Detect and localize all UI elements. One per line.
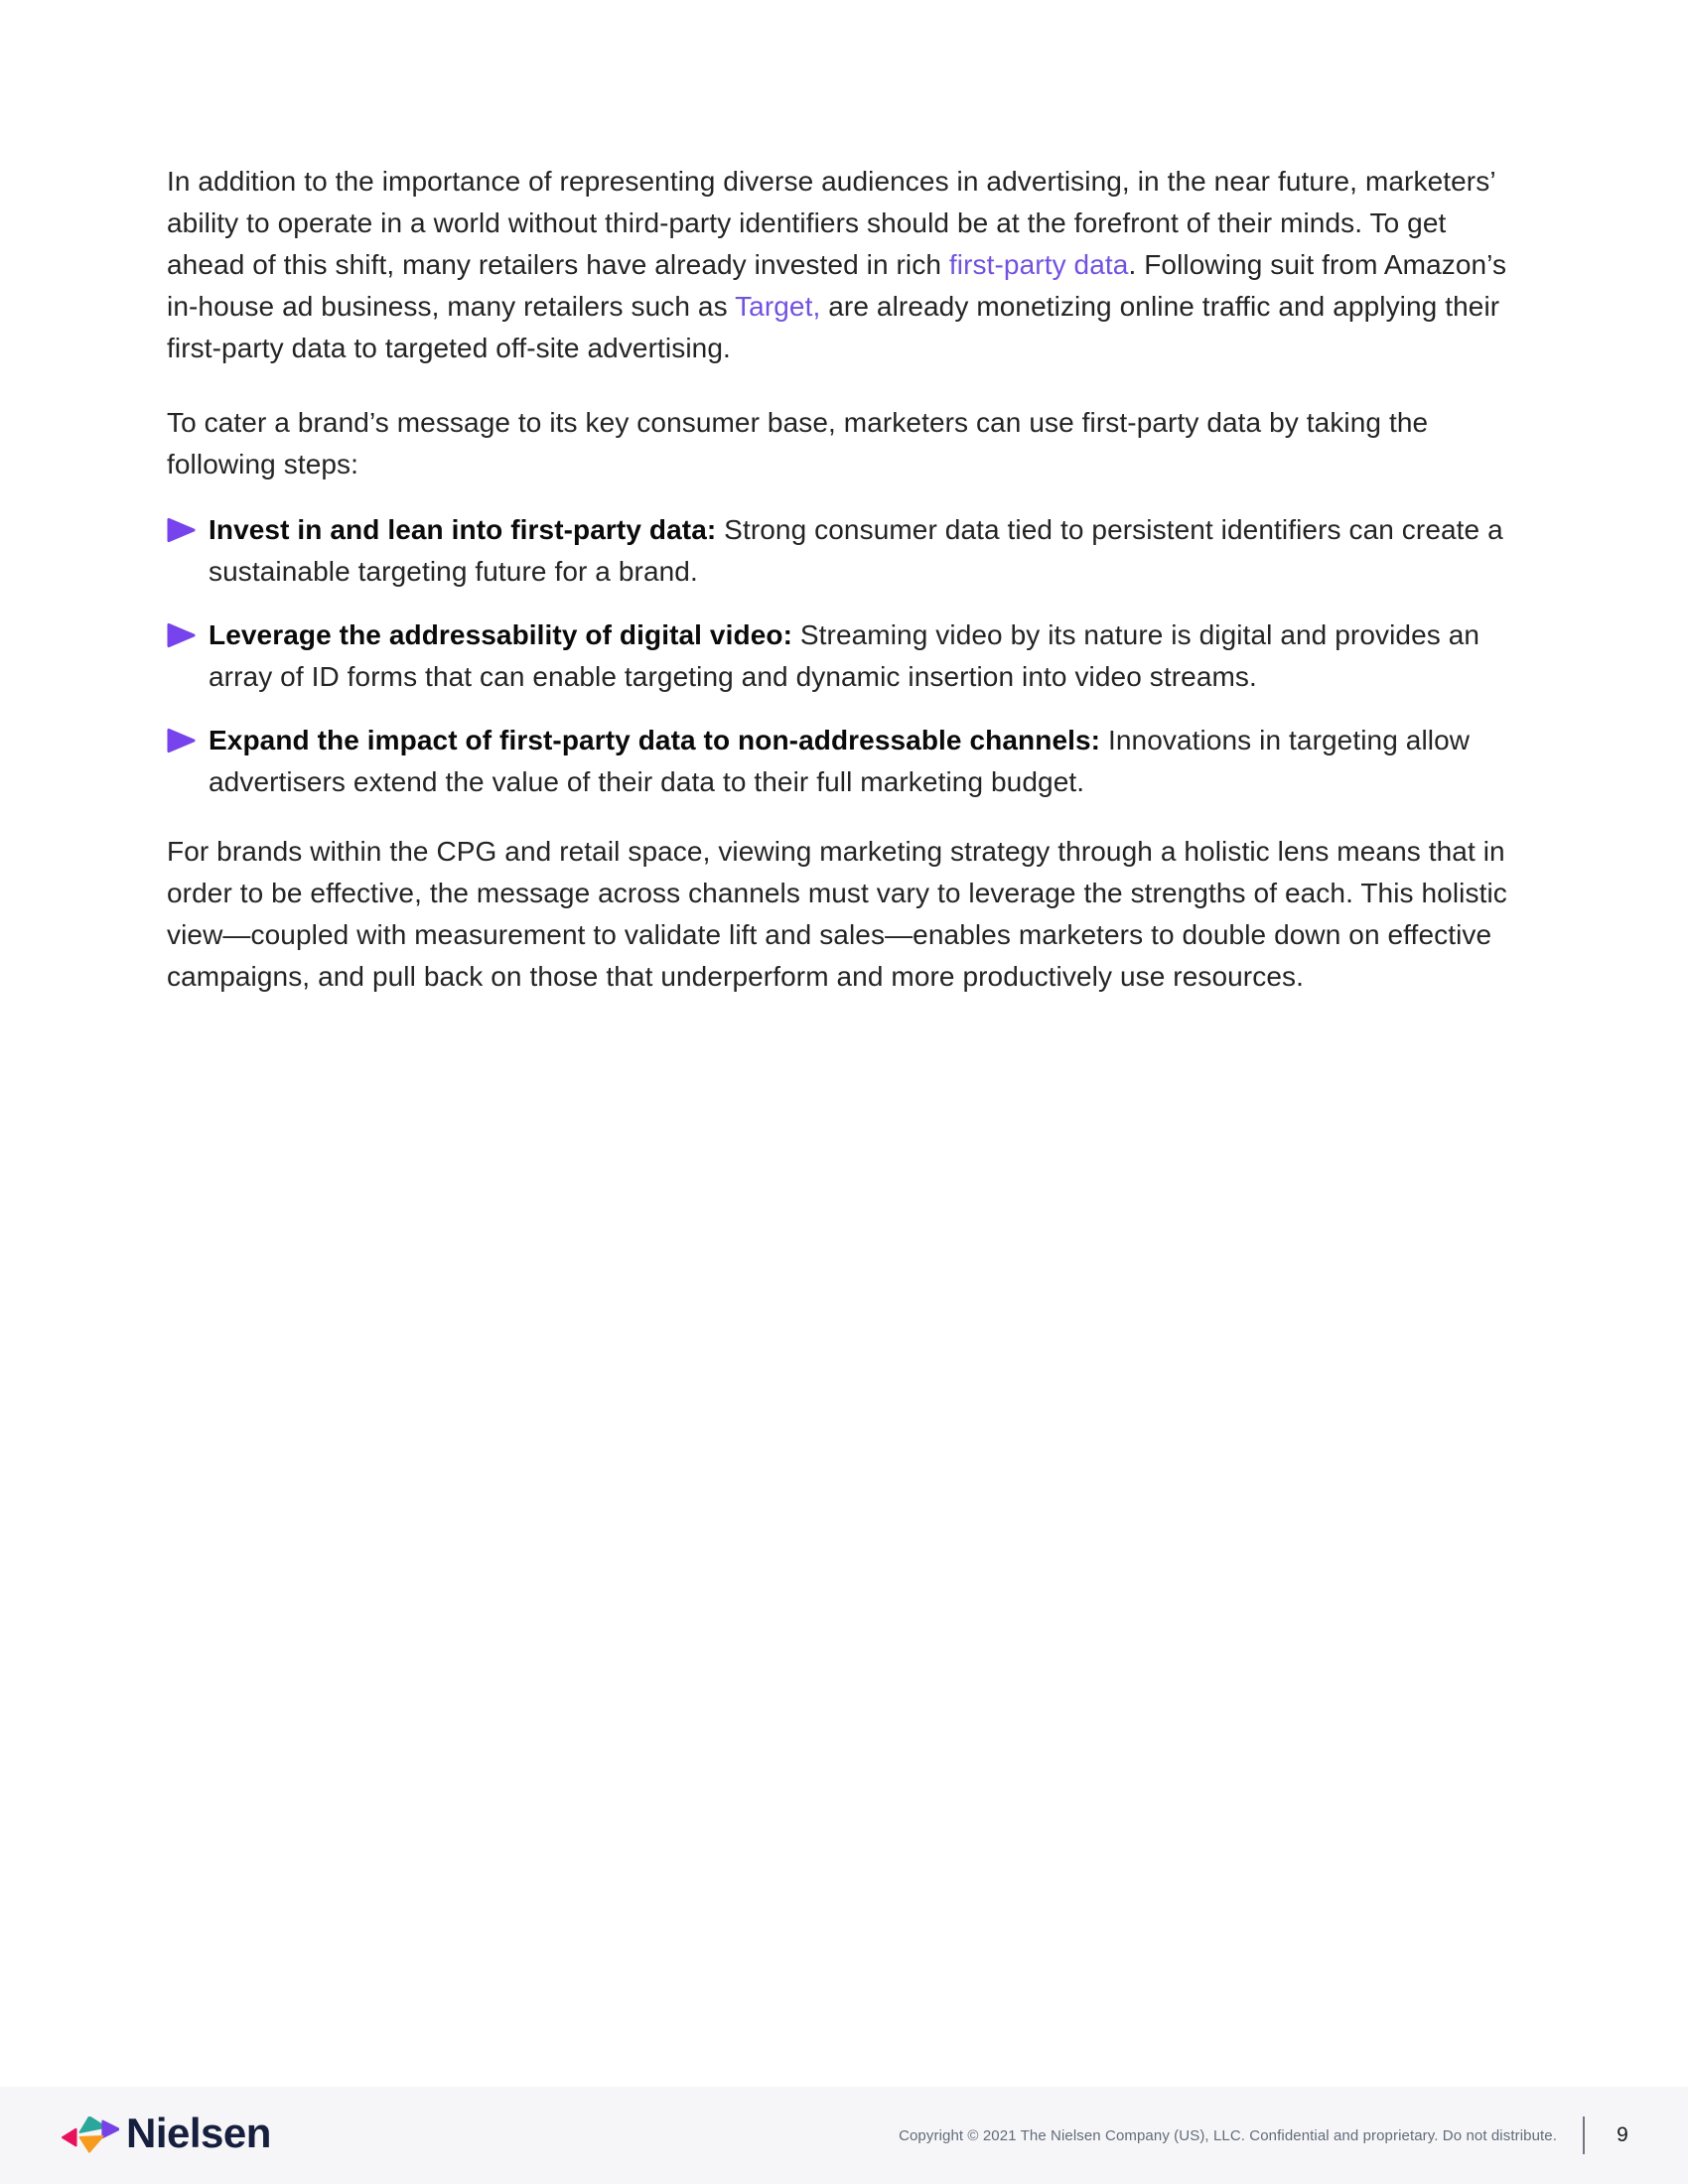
page-footer [0,2087,1688,2184]
bullet-body-invest: Strong consumer data tied to persistent identifiers can create a sustainable targeting future for a brand. [209,514,1503,587]
bullet-item-expand [167,720,1523,803]
nielsen-wordmark: Nielsen [126,2110,271,2156]
target-link[interactable]: Target, [735,291,821,322]
footer-meta [899,2116,1630,2154]
bullet-text [209,614,1523,698]
nielsen-logo-icon [62,2116,119,2154]
bullet-item-invest [167,509,1523,593]
bullet-body-leverage: Streaming video by its nature is digital and provides an array of ID forms that can enable targeting and dynamic insertion into video streams. [209,619,1480,692]
steps-bullet-list [167,509,1523,803]
bullet-triangle-icon [167,728,196,753]
bullet-lead-invest: Invest in and lean into first-party data: [209,514,717,545]
bullet-text [209,509,1523,593]
paragraph-closing: For brands within the CPG and retail space, viewing marketing strategy through a holistic lens means that in order to be effective, the message across channels must vary to leverage the strengths of each. This holistic view—coupled with measurement to validate lift and sales—enables marketers to double down on effective campaigns, and pull back on those that underperform and more productively use resources. [167,836,1507,992]
page-content [0,0,1688,998]
paragraph-steps-lead-in: To cater a brand’s message to its key consumer base, marketers can use first-party data by taking the following steps: [167,407,1429,479]
bullet-lead-leverage: Leverage the addressability of digital video: [209,619,792,650]
paragraph-intro-text-2: . Following suit from Amazon’s in-house ad business, many retailers such as [167,249,1507,322]
paragraph-intro-text-3: are already monetizing online traffic and applying their first-party data to targeted off-site advertising. [167,291,1500,363]
bullet-text [209,720,1523,803]
bullet-item-leverage [167,614,1523,698]
page-number: 9 [1617,2123,1628,2146]
bullet-triangle-icon [167,517,196,543]
paragraph-intro [167,161,1523,369]
first-party-data-link[interactable]: first-party data [948,249,1129,280]
bullet-lead-expand: Expand the impact of first-party data to non-addressable channels: [209,725,1101,755]
bullet-triangle-icon [167,622,196,648]
copyright-text: Copyright © 2021 The Nielsen Company (US), LLC. Confidential and proprietary. Do not distribute. [899,2126,1557,2144]
bullet-body-expand: Innovations in targeting allow advertisers extend the value of their data to their full marketing budget. [209,725,1471,797]
paragraph-intro-text-1: In addition to the importance of representing diverse audiences in advertising, in the near future, marketers’ ability to operate in a world without third-party identifiers should be at the forefront of their minds. To get ahead of this shift, many retailers have already invested in rich [167,166,1495,280]
nielsen-logo [62,2110,271,2158]
footer-divider [1583,2116,1585,2154]
